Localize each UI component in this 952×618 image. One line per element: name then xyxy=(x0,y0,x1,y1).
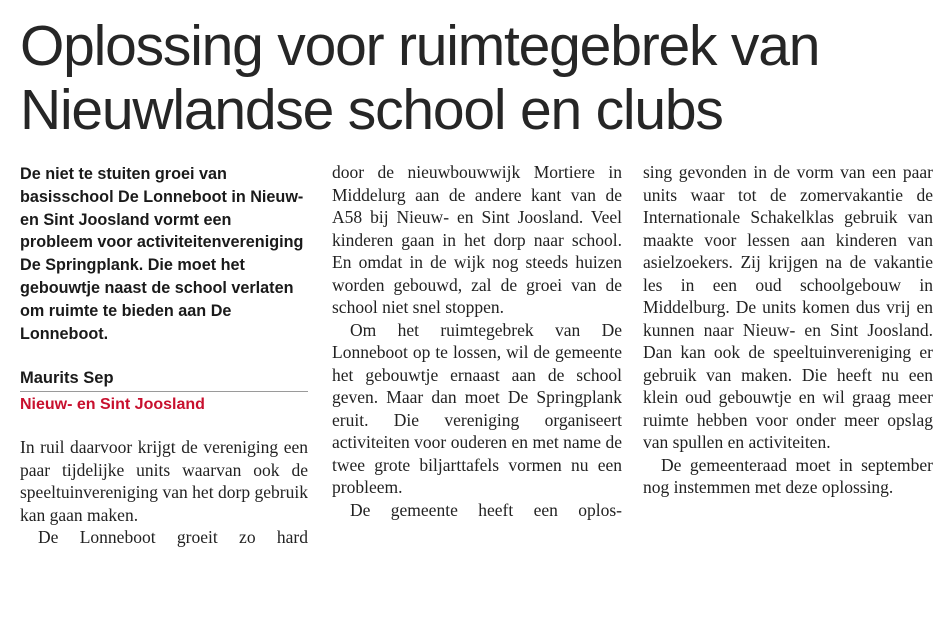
body-paragraph: door de nieuwbouwwijk Mortiere in Middelurg aan de andere kant van de A58 bij Nieuw- en Sint Joosland. Veel kinderen gaan in het dorp naar school. En omdat in de wijk nog steeds huizen worden gebouwd, zal de groei van de school niet snel stoppen. xyxy=(332,162,622,317)
body-paragraph: sing gevonden in de vorm van een paar units waar tot de zomervakantie de Internationale Schakelklas gebruik van maakte voor lessen aan kinderen van asielzoekers. Zij krijgen na de vakantie les in een oud schoolgebouw in Middelburg. De units komen dus vrij en kunnen naar Nieuw- en Sint Joosland. Dan kan ook de speeltuinvereniging er gebruik van maken. Die heeft nu een klein oud gebouwtje en wil graag meer ruimte hebben voor onder meer opslag van spullen en activiteiten. xyxy=(643,162,933,452)
body-paragraph: De gemeenteraad moet in september nog instemmen met deze oplossing. xyxy=(643,454,933,497)
article-column-1 xyxy=(20,163,308,549)
body-paragraph: De Lonneboot groeit zo hard xyxy=(38,527,308,548)
body-paragraph: Om het ruimtegebrek van De Lonneboot op te lossen, wil de gemeente het gebouwtje ernaast aan de school geven. Maar dan moet De Springplank eruit. Die vereniging organiseert activiteiten voor ouderen en met name de twee grote biljarttafels vormen nu een probleem. xyxy=(332,319,622,497)
location-label: Nieuw- en Sint Joosland xyxy=(20,396,205,414)
article-column-3 xyxy=(643,161,933,499)
intro-text: De niet te stuiten groei van basisschool De Lonneboot in Nieuw- en Sint Joosland vormt een probleem voor activiteitenvereniging De Springplank. Die moet het gebouwtje naast de school verlaten om ruimte te bieden aan De Lonneboot. xyxy=(20,165,304,343)
body-paragraph: In ruil daarvoor krijgt de vereniging een paar tijdelijke units waarvan ook de speeltuinvereniging van het dorp gebruik kan gaan maken. xyxy=(20,437,308,525)
headline: Oplossing voor ruimtegebrek van Nieuwlandse school en clubs xyxy=(20,14,820,142)
author-byline: Maurits Sep xyxy=(20,367,308,392)
body-paragraph: De gemeente heeft een oplos- xyxy=(350,499,622,520)
article-column-2 xyxy=(332,161,622,521)
